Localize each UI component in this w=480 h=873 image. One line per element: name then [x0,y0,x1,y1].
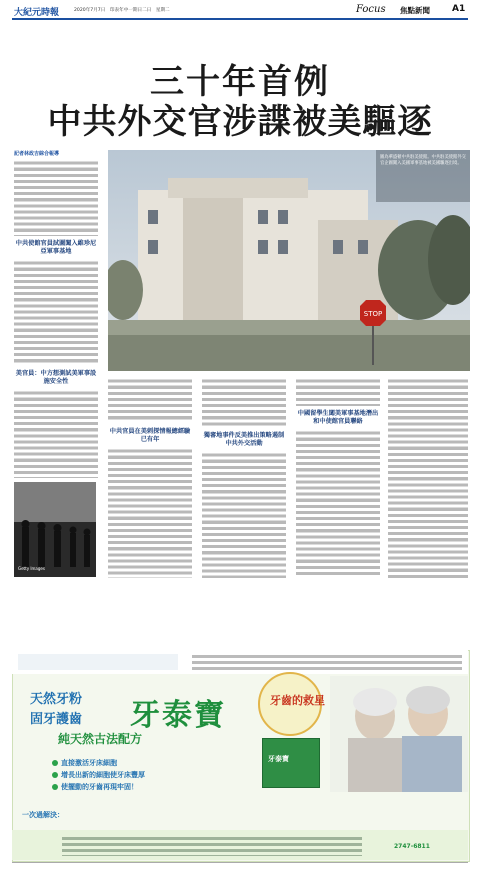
ad-phone-number[interactable]: 2747-6811 [394,843,430,850]
ad-brand-line-2: 固牙護齒 [30,712,83,727]
subhead-3: 中共官員在美刺探情報總經驗已有年 [109,428,191,443]
article-text-block [14,390,98,478]
subhead-1: 中共使館官員試圖闖入維珍尼亞軍事基地 [15,240,97,255]
embassy-photo [108,150,470,371]
page-number: A1 [452,4,466,14]
check-icon [52,784,58,790]
article-text-block [388,378,468,578]
subhead-4: 獨審地事件反美推出策略遏制中共外交活動 [203,432,285,447]
headline-line-2: 中共外交官涉諜被美驅逐 [47,102,433,142]
article-text-block [296,430,380,578]
ad-couple-photo [330,676,468,792]
article-text-block [108,448,192,578]
ad-bullet: 使擺動的牙齒再現牢固！ [52,782,138,792]
section-name: 焦點新聞 [400,6,430,15]
article-text-block [108,378,192,422]
byline: 記者林政吉綜合報導 [14,151,60,157]
focus-label: Focus [356,4,386,15]
ad-tagline: 純天然古法配方 [58,732,143,746]
article-text-block [202,378,286,426]
svg-text:STOP: STOP [363,310,383,318]
newspaper-logo[interactable]: 大紀元時報 [14,8,60,18]
footer-rule [12,862,468,863]
ad-product-label: 牙泰寶 [268,755,289,763]
ad-top-bar [12,650,468,674]
ad-bullet: 直接激活牙床細胞 [52,758,117,768]
ad-seal-text: 牙齒的救星 [270,694,325,707]
check-icon [52,772,58,778]
headline-line-1: 三十年首例 [150,62,330,102]
dateline: 2020年7月7日 印表年中一期日二日 星期二 [74,8,170,13]
article-text-block [296,378,380,406]
ad-brand-line-1: 天然牙粉 [30,692,83,707]
article-text-block [14,260,98,364]
header-rule [12,18,468,20]
ad-bullet: 增長出新的細胞使牙床豐厚 [52,770,145,780]
subhead-2: 美官員：中方想測試美軍事設施安全性 [15,370,97,385]
article-text-block [202,452,286,578]
ad-product-name: 牙泰寶 [130,698,226,733]
photo-credit: Getty Images [18,566,45,571]
check-icon [52,760,58,766]
photo-caption: 圖為華盛頓中共駐美使館。中共駐美使館外交官企圖闖入美國軍事基地被美國驅逐出境。 [380,155,466,166]
ad-solution-label: 一次過解決： [22,811,64,819]
guards-photo [14,482,96,577]
article-text-block [14,160,98,236]
subhead-5: 中國留學生闖美軍事基地潛出和中使館官員聯絡 [297,410,379,425]
